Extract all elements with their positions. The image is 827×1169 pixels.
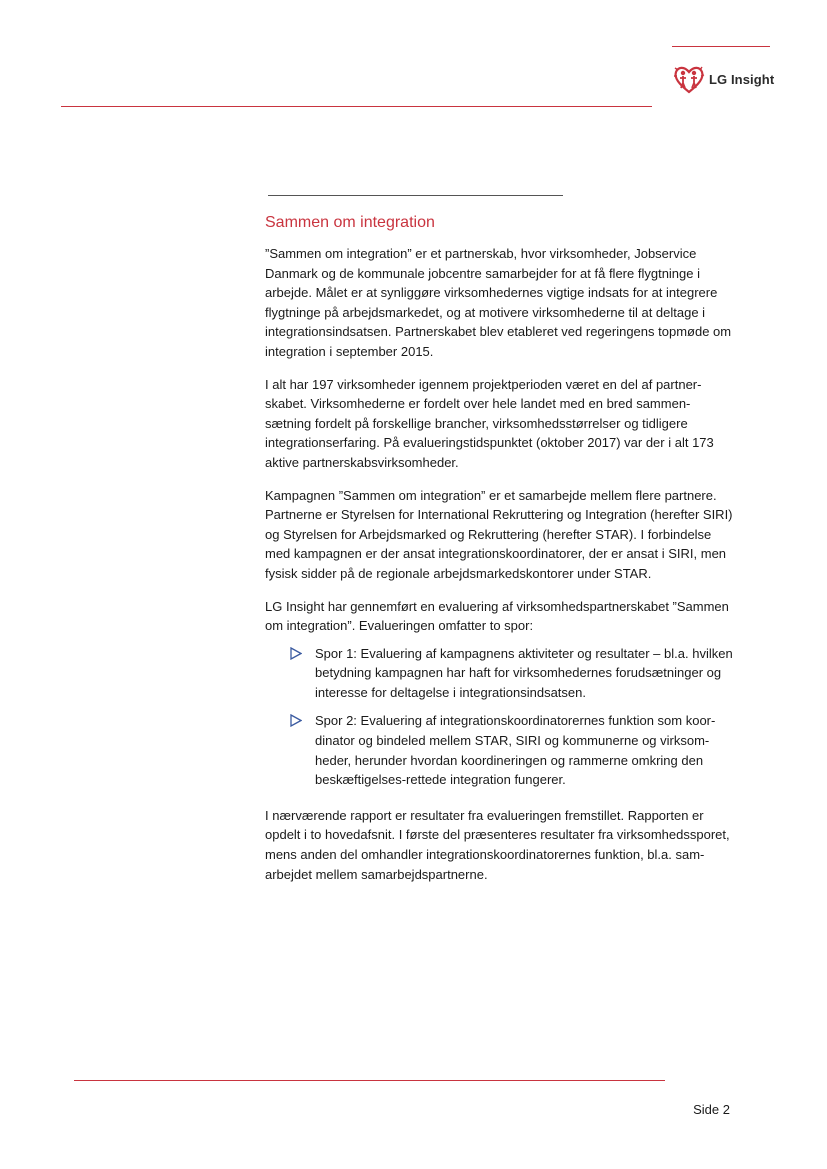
paragraph-closing: I nærværende rapport er resultater fra evalueringen fremstillet. Rapporten er opdelt i to hovedafsnit. I første del præsenteres resultater fra virksomhedssporet, mens anden del omhandler integrationskoordinatorernes funktion, bl.a. sam-arbejdet mellem samarbejdspartnerne.	[265, 807, 730, 882]
top-right-rule	[672, 46, 770, 47]
lg-insight-logo	[673, 64, 774, 94]
bullet-text-track-2: Spor 2: Evaluering af integrationskoordinatorernes funktion som koor-dinator og bindeled mellem STAR, SIRI og kommunerne og virksom-heder, herunder hvordan koordineringen og rammerne omkring den beskæftigelses-rettede integration fungerer.	[315, 713, 716, 788]
main-content	[265, 214, 735, 897]
heart-figures-logo-icon	[673, 64, 705, 94]
paragraph-companies: I alt har 197 virksomheder igennem projektperioden været en del af partner-skabet. Virksomhederne er fordelt over hele landet med en bred sammen-sætning fordelt på forskellige brancher, virksomhedsstørrelser og tidligere integrationserfaring. På evalueringstidspunktet (oktober 2017) var der i alt 173 aktive partnerskabsvirksomheder.	[265, 376, 714, 470]
section-title: Sammen om integration	[265, 214, 435, 231]
paragraph-partners: Kampagnen ”Sammen om integration” er et samarbejde mellem flere partnere. Partnerne er Styrelsen for International Rekruttering og Integration (herefter SIRI) og Styrelsen for Arbejdsmarked og Rekruttering (herefter STAR). I forbindelse med kampagnen er der ansat integrationskoordinatorer, der er ansat i SIRI, men fysisk sidder på de regionale arbejdsmarkedskontorer under STAR.	[265, 487, 733, 581]
page-number: Side 2	[693, 1102, 730, 1117]
footer-rule	[74, 1080, 665, 1081]
paragraph-evaluation: LG Insight har gennemført en evaluering af virksomhedspartnerskabet ”Sammen om integration”. Evalueringen omfatter to spor:	[265, 598, 729, 634]
header-rule	[61, 106, 652, 107]
list-item	[265, 711, 735, 789]
evaluation-tracks-list	[265, 644, 735, 790]
list-item	[265, 644, 735, 703]
section-divider	[268, 195, 563, 196]
triangle-bullet-icon	[290, 647, 302, 660]
bullet-text-track-1: Spor 1: Evaluering af kampagnens aktiviteter og resultater – bl.a. hvilken betydning kampagnen har haft for virksomhedernes forudsætninger og interesse for deltagelse i integrationsindsatsen.	[315, 645, 733, 700]
triangle-bullet-icon	[290, 714, 302, 727]
paragraph-intro: ”Sammen om integration” er et partnerskab, hvor virksomheder, Jobservice Danmark og de kommunale jobcentre samarbejder for at få flere flygtninge i arbejde. Målet er at synliggøre virksomhedernes vigtige indsats for at integrere flygtninge på arbejdsmarkedet, og at motivere virksomhederne til at deltage i integrationsindsatsen. Partnerskabet blev etableret ved regeringens topmøde om integration i september 2015.	[265, 246, 732, 359]
logo-text: LG Insight	[709, 71, 775, 87]
